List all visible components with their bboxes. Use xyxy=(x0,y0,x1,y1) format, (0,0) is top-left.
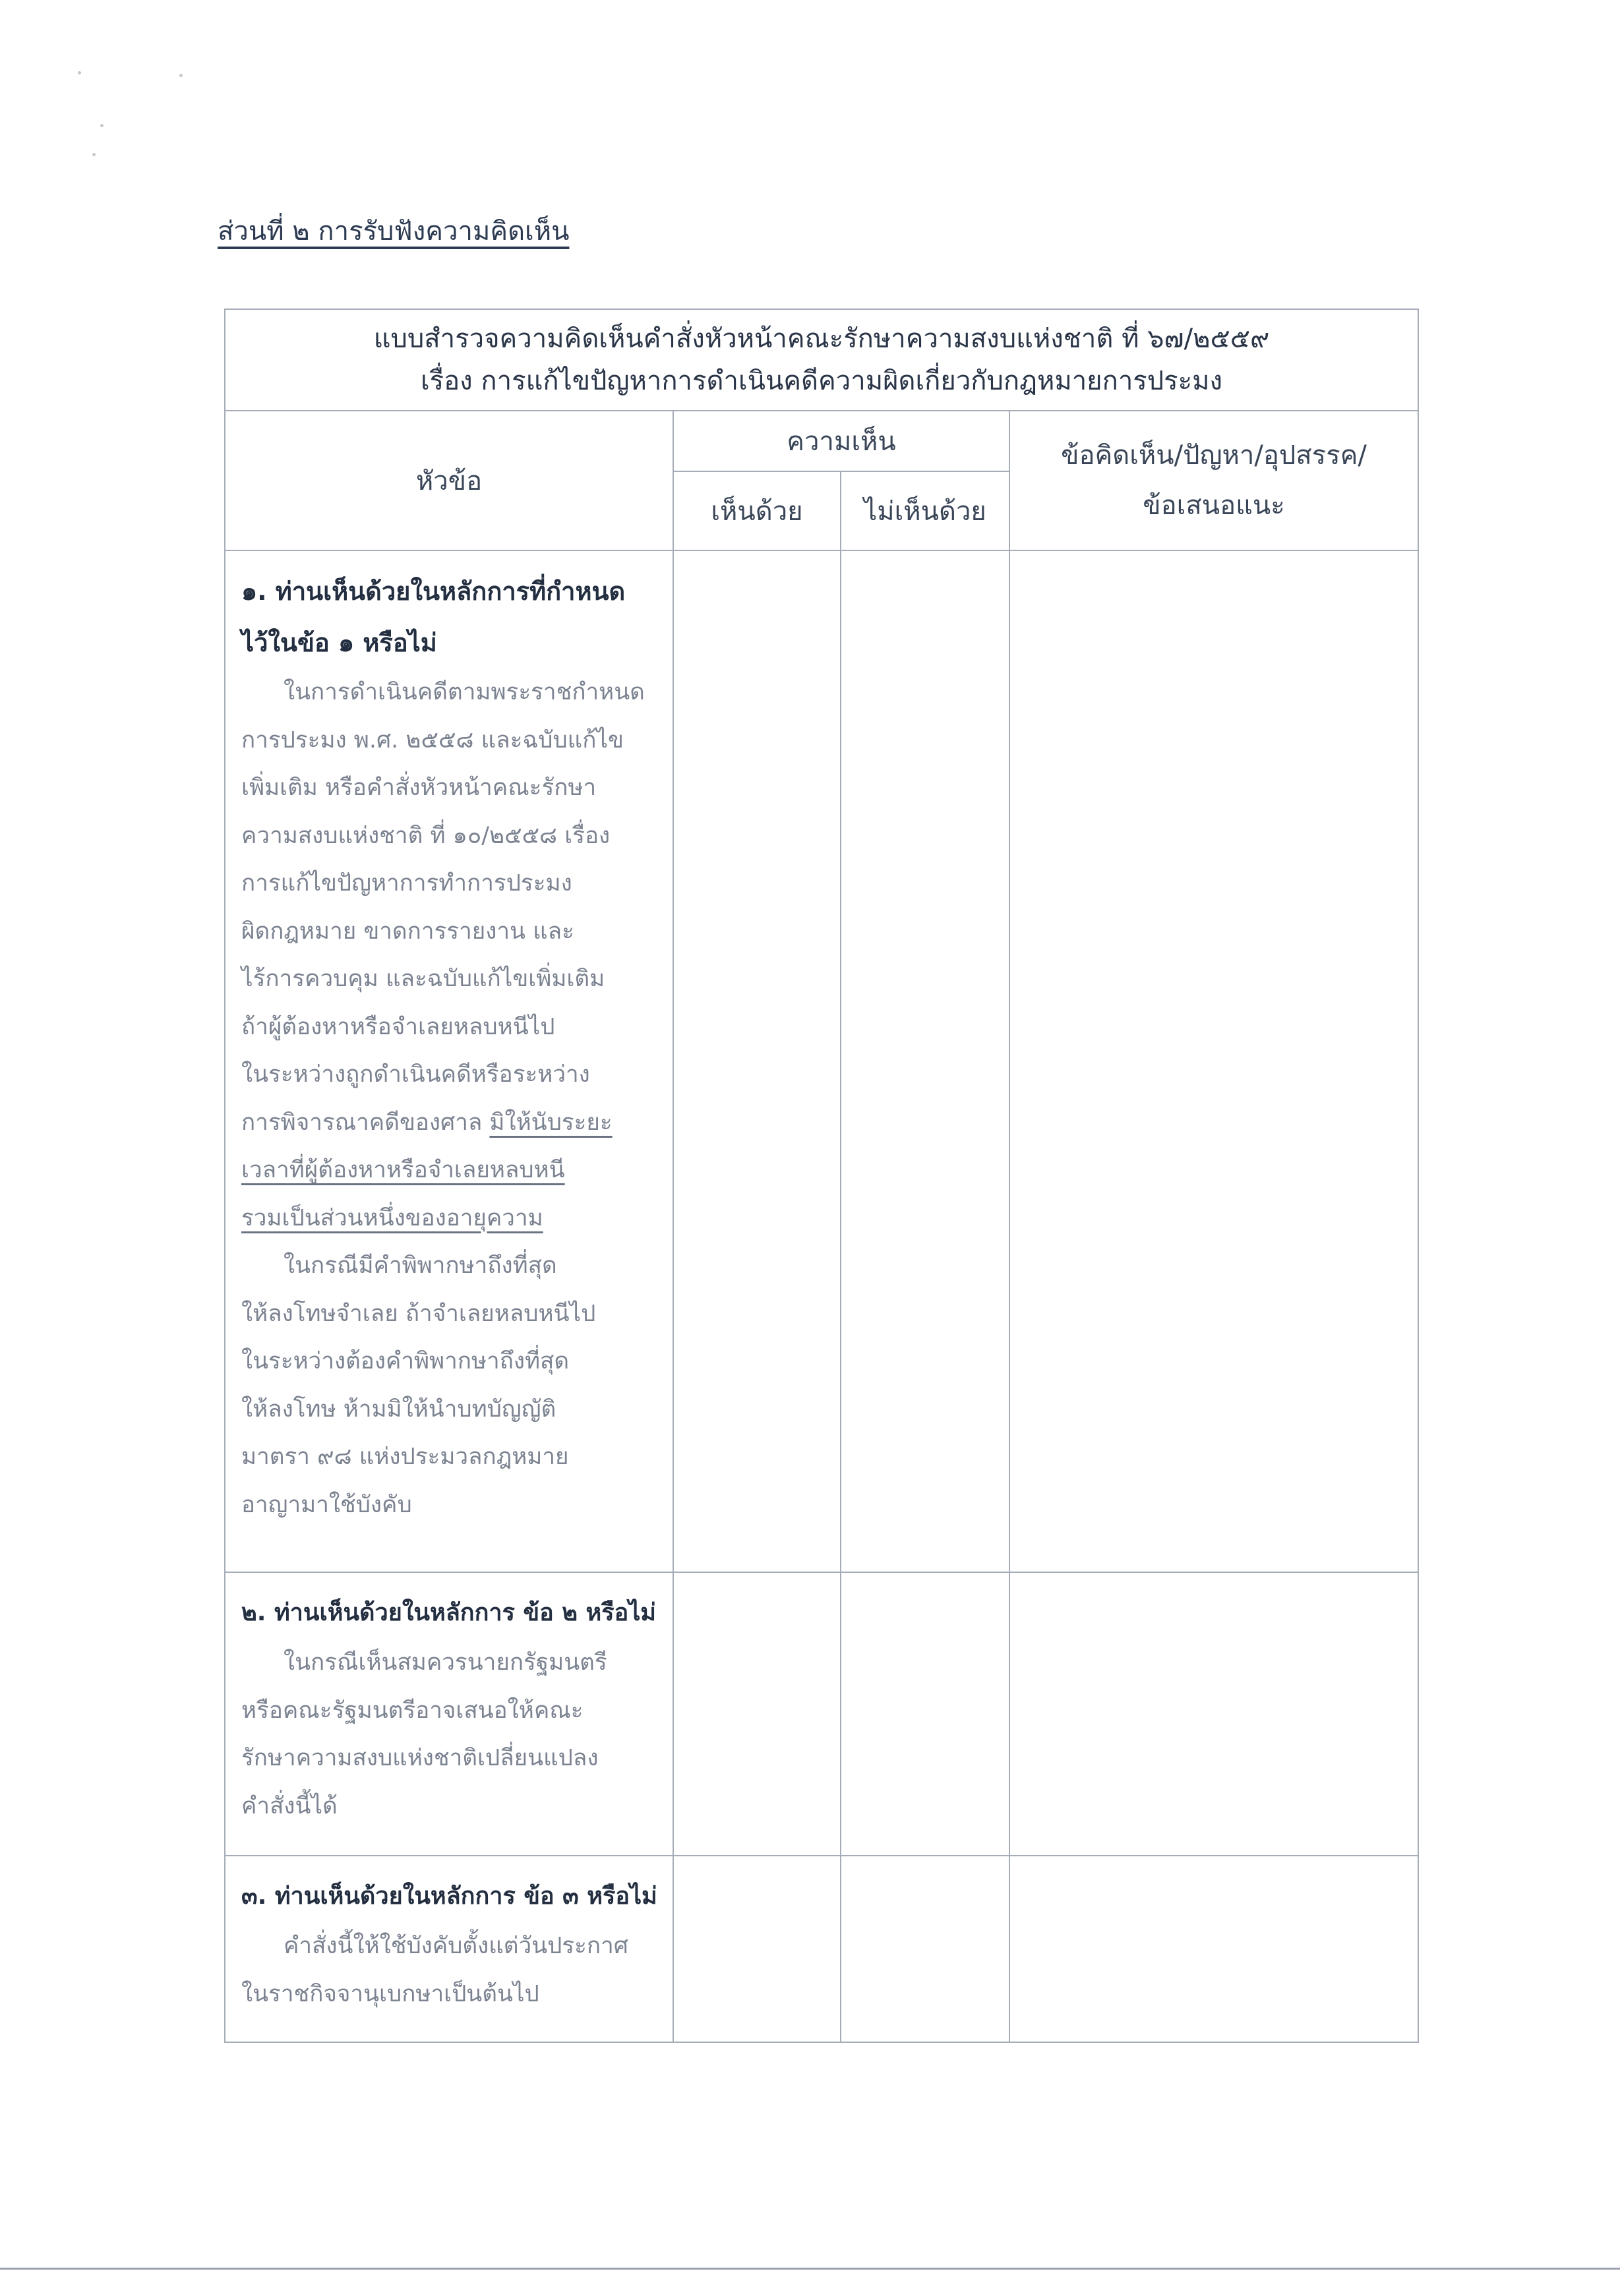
header-topic: หัวข้อ xyxy=(225,411,673,550)
agree-cell-3[interactable] xyxy=(673,1856,841,2042)
disagree-cell-2[interactable] xyxy=(841,1572,1009,1856)
scan-speck xyxy=(92,153,96,156)
question-1-text-line: การแก้ไขปัญหาการทำการประมง xyxy=(241,870,572,897)
header-agree: เห็นด้วย xyxy=(673,471,841,550)
topic-cell-2 xyxy=(225,1572,673,1856)
table-title-line-1: แบบสำรวจความคิดเห็นคำสั่งหัวหน้าคณะรักษาความสงบแห่งชาติ ที่ ๖๗/๒๕๕๙ xyxy=(373,324,1270,354)
question-3-text-line: ในราชกิจจานุเบกษาเป็นต้นไป xyxy=(241,1980,539,2007)
question-1-title-line-2: ไว้ในข้อ ๑ หรือไม่ xyxy=(241,628,437,657)
scan-speck xyxy=(78,71,81,74)
question-2-text-line: ในกรณีเห็นสมควรนายกรัฐมนตรี xyxy=(284,1649,607,1676)
comment-cell-2[interactable] xyxy=(1009,1572,1418,1856)
table-title xyxy=(225,309,1418,411)
question-2-text-line: คำสั่งนี้ได้ xyxy=(241,1792,338,1819)
comment-cell-1[interactable] xyxy=(1009,550,1418,1572)
question-3-text-line: คำสั่งนี้ให้ใช้บังคับตั้งแต่วันประกาศ xyxy=(284,1933,628,1959)
question-2-text-line: รักษาความสงบแห่งชาติเปลี่ยนแปลง xyxy=(241,1745,599,1771)
topic-cell-3 xyxy=(225,1856,673,2042)
question-1-text-line: ความสงบแห่งชาติ ที่ ๑๐/๒๕๕๘ เรื่อง xyxy=(241,822,611,849)
question-1-underlined-text: เวลาที่ผู้ต้องหาหรือจำเลยหลบหนี xyxy=(241,1157,565,1183)
question-1-text-line: ในการดำเนินคดีตามพระราชกำหนด xyxy=(284,679,645,705)
scan-speck xyxy=(179,74,183,77)
question-1-text-line: การประมง พ.ศ. ๒๕๕๘ และฉบับแก้ไข xyxy=(241,726,624,753)
agree-cell-1[interactable] xyxy=(673,550,841,1572)
header-comment-line-1: ข้อคิดเห็น/ปัญหา/อุปสรรค/ xyxy=(1061,440,1367,471)
question-2-title: ๒. ท่านเห็นด้วยในหลักการ ข้อ ๒ หรือไม่ xyxy=(241,1599,657,1626)
section-heading: ส่วนที่ ๒ การรับฟังความคิดเห็น xyxy=(218,216,570,247)
agree-cell-2[interactable] xyxy=(673,1572,841,1856)
topic-cell-1 xyxy=(225,550,673,1572)
table-row xyxy=(225,1572,1418,1856)
question-1-text-line: ในกรณีมีคำพิพากษาถึงที่สุด xyxy=(284,1252,557,1279)
question-1-text-line: มาตรา ๙๘ แห่งประมวลกฎหมาย xyxy=(241,1444,569,1470)
question-1-text-line xyxy=(241,1099,661,1147)
question-1-text-fragment: การพิจารณาคดีของศาล xyxy=(241,1109,490,1136)
scan-bottom-edge xyxy=(0,2268,1620,2270)
question-1-text-line: เพิ่มเติม หรือคำสั่งหัวหน้าคณะรักษา xyxy=(241,775,597,801)
question-1-text-line: ให้ลงโทษจำเลย ถ้าจำเลยหลบหนีไป xyxy=(241,1300,596,1327)
question-1-underlined-text: มิให้นับระยะ xyxy=(489,1109,613,1136)
question-1-text-line: ในระหว่างถูกดำเนินคดีหรือระหว่าง xyxy=(241,1061,590,1088)
table-title-line-2: เรื่อง การแก้ไขปัญหาการดำเนินคดีความผิดเกี่ยวกับกฎหมายการประมง xyxy=(420,366,1223,396)
question-1-text-line: ถ้าผู้ต้องหาหรือจำเลยหลบหนีไป xyxy=(241,1013,555,1040)
question-3-title: ๓. ท่านเห็นด้วยในหลักการ ข้อ ๓ หรือไม่ xyxy=(241,1883,657,1910)
question-2-text-line: หรือคณะรัฐมนตรีอาจเสนอให้คณะ xyxy=(241,1697,584,1724)
header-row xyxy=(225,411,1418,471)
question-1-text-line: ผิดกฎหมาย ขาดการรายงาน และ xyxy=(241,918,574,945)
question-1-text-line: ในระหว่างต้องคำพิพากษาถึงที่สุด xyxy=(241,1348,570,1374)
header-comment xyxy=(1009,411,1418,550)
question-1-title-line-1: ๑. ท่านเห็นด้วยในหลักการที่กำหนด xyxy=(241,577,626,606)
question-1-text-line: ไร้การควบคุม และฉบับแก้ไขเพิ่มเติม xyxy=(241,966,605,992)
question-1-text-line: ให้ลงโทษ ห้ามมิให้นำบทบัญญัติ xyxy=(241,1396,556,1423)
header-comment-line-2: ข้อเสนอแนะ xyxy=(1143,490,1285,521)
table-title-row xyxy=(225,309,1418,411)
scan-speck xyxy=(100,124,104,127)
question-1-text-line xyxy=(241,1194,661,1243)
comment-cell-3[interactable] xyxy=(1009,1856,1418,2042)
question-1-text-line: อาญามาใช้บังคับ xyxy=(241,1491,412,1518)
table-row xyxy=(225,550,1418,1572)
survey-table xyxy=(224,309,1419,2043)
header-disagree: ไม่เห็นด้วย xyxy=(841,471,1009,550)
header-opinion: ความเห็น xyxy=(673,411,1009,471)
disagree-cell-1[interactable] xyxy=(841,550,1009,1572)
question-1-underlined-text: รวมเป็นส่วนหนึ่งของอายุความ xyxy=(241,1204,543,1231)
disagree-cell-3[interactable] xyxy=(841,1856,1009,2042)
table-row xyxy=(225,1856,1418,2042)
